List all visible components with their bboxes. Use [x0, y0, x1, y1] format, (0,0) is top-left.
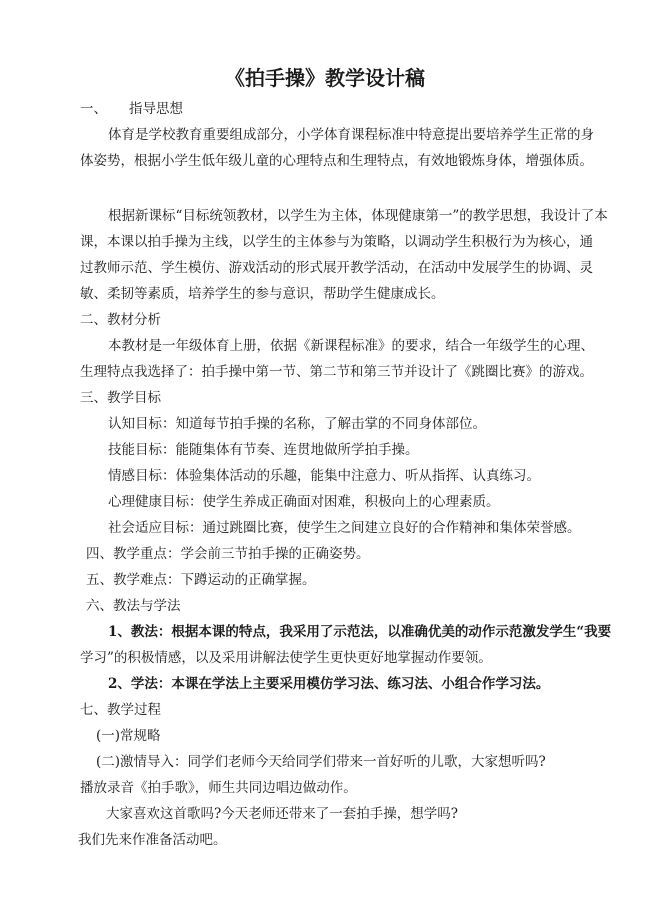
method-1-line: 1、教法：根据本课的特点，我采用了示范法，以准确优美的动作示范激发学生“我要 [108, 624, 612, 640]
paragraph-line: 敏、柔韧等素质，培养学生的参与意识，帮助学生健康成长。 [80, 286, 445, 302]
paragraph-line: 根据新课标“目标统领教材，以学生为主体，体现健康第一”的教学思想，我设计了本 [108, 208, 608, 224]
paragraph-line: 体姿势，根据小学生低年级儿童的心理特点和生理特点，有效地锻炼身体，增强体质。 [80, 153, 593, 169]
paragraph-line: 我们先来作准备活动吧。 [78, 832, 227, 848]
method-2-line: 2、学法：本课在学法上主要采用模仿学习法、练习法、小组合作学习法。 [108, 676, 550, 692]
section-1-heading [80, 100, 183, 118]
section-4-line: 四、教学重点：学会前三节拍手操的正确姿势。 [86, 546, 370, 562]
section-1-title: 指导思想 [129, 101, 183, 117]
section-2-heading: 二、教材分析 [80, 312, 161, 328]
section-5-line: 五、教学难点：下蹲运动的正确掌握。 [86, 572, 316, 588]
document-title: 《拍手操》教学设计稿 [225, 66, 425, 90]
section-6-heading: 六、教法与学法 [86, 598, 181, 614]
paragraph-line: 体育是学校教育重要组成部分，小学体育课程标准中特意提出要培养学生正常的身 [108, 127, 594, 143]
section-7-heading: 七、教学过程 [80, 702, 161, 718]
objective-item: 情感目标：体验集体活动的乐趣，能集中注意力、听从指挥、认真练习。 [108, 468, 540, 484]
paragraph-line: 学习”的积极情感，以及采用讲解法使学生更快更好地掌握动作要领。 [80, 650, 492, 666]
objective-item: 社会适应目标：通过跳圈比赛，使学生之间建立良好的合作精神和集体荣誉感。 [108, 520, 581, 536]
section-1-number: 一、 [80, 101, 107, 117]
paragraph-line: 大家喜欢这首歌吗?今天老师还带来了一套拍手操，想学吗? [106, 806, 458, 822]
paragraph-line: 课，本课以拍手操为主线，以学生的主体参与为策略，以调动学生积极行为为核心，通 [80, 234, 593, 250]
process-step-1: (一)常规略 [96, 728, 161, 744]
objective-item: 心理健康目标：使学生养成正确面对困难，积极向上的心理素质。 [108, 494, 500, 510]
paragraph-line: 本教材是一年级体育上册，依据《新课程标准》的要求，结合一年级学生的心理、 [108, 338, 594, 354]
paragraph-line: 播放录音《拍手歌》，师生共同边唱边做动作。 [80, 780, 357, 796]
objective-item: 认知目标：知道每节拍手操的名称，了解击掌的不同身体部位。 [108, 416, 486, 432]
process-step-2: (二)激情导入：同学们老师今天给同学们带来一首好听的儿歌，大家想听吗? [96, 754, 546, 770]
section-3-heading: 三、教学目标 [80, 390, 161, 406]
paragraph-line: 生理特点我选择了：拍手操中第一节、第二节和第三节并设计了《跳圈比赛》的游戏。 [80, 364, 593, 380]
paragraph-line: 过教师示范、学生模仿、游戏活动的形式展开教学活动，在活动中发展学生的协调、灵 [80, 260, 593, 276]
objective-item: 技能目标：能随集体有节奏、连贯地做所学拍手操。 [108, 442, 419, 458]
